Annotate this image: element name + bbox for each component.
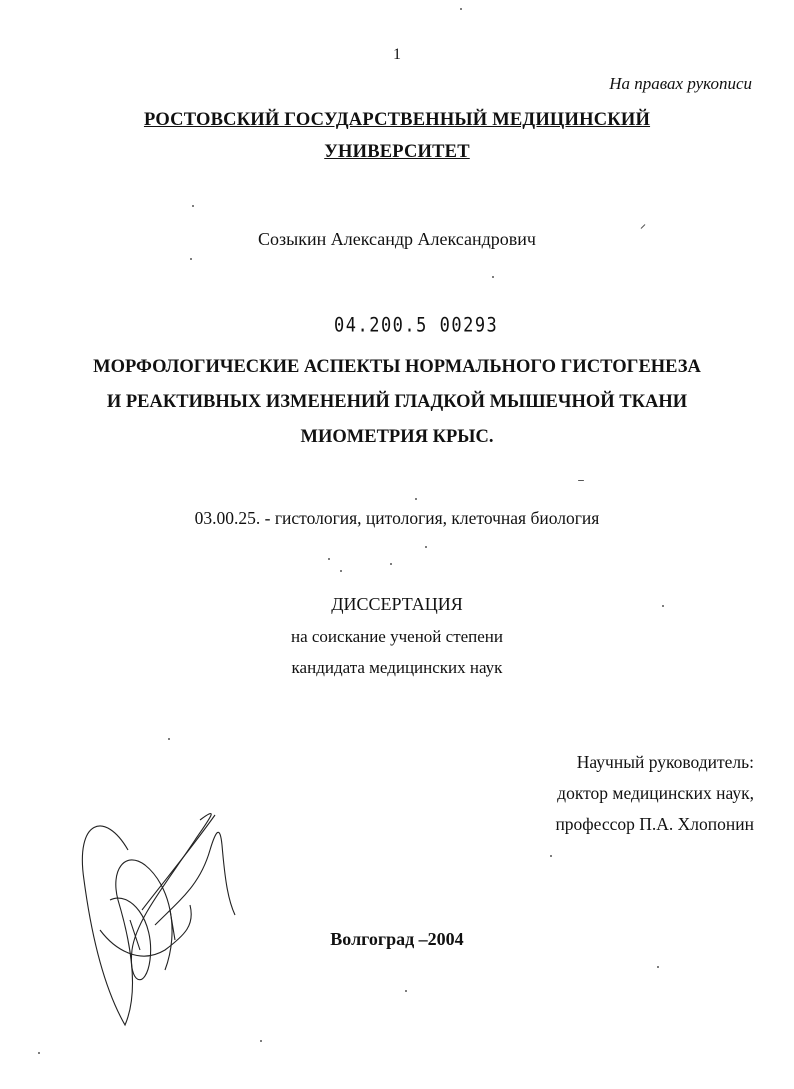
dissertation-title [0,350,794,455]
title-line-1: МОРФОЛОГИЧЕСКИЕ АСПЕКТЫ НОРМАЛЬНОГО ГИСТОГЕНЕЗА [93,357,701,377]
page-number: 1 [393,46,401,63]
supervisor-degree: доктор медицинских наук, [557,783,754,803]
manuscript-note: На правах рукописи [609,74,752,93]
scan-speck [460,8,462,10]
university-line-2: УНИВЕРСИТЕТ [324,142,470,162]
degree-line-2: кандидата медицинских наук [291,658,503,677]
registration-number: 04.200.5 00293 [334,314,499,337]
scan-speck [328,558,330,560]
city-year: Волгоград –2004 [330,929,464,949]
degree-line-1: на соискание ученой степени [290,627,504,646]
supervisor-label: Научный руководитель: [576,752,754,772]
scan-speck [492,276,494,278]
university-name [0,104,794,168]
scan-speck [340,570,342,572]
university-line-1: РОСТОВСКИЙ ГОСУДАРСТВЕННЫЙ МЕДИЦИНСКИЙ [143,110,651,130]
scan-speck [168,738,170,740]
handwritten-signature [70,790,260,1030]
scan-speck [390,563,392,565]
scan-speck [425,546,427,548]
scan-speck [38,1052,40,1054]
scan-speck [662,605,664,607]
scan-speck [192,205,194,207]
author-name: Созыкин Александр Александрович [258,229,536,249]
supervisor-name: профессор П.А. Хлопонин [555,814,754,834]
scan-speck [578,480,584,481]
title-line-2: И РЕАКТИВНЫХ ИЗМЕНЕНИЙ ГЛАДКОЙ МЫШЕЧНОЙ ТКАНИ [106,392,688,412]
title-line-3: МИОМЕТРИЯ КРЫС. [300,427,494,447]
work-type: ДИССЕРТАЦИЯ [331,594,463,614]
scan-speck [657,966,659,968]
scan-speck [550,855,552,857]
scan-speck [260,1040,262,1042]
scan-speck [405,990,407,992]
scan-speck [415,498,417,500]
specialty-code: 03.00.25. - гистология, цитология, клеточная биология [194,508,600,528]
scan-speck [190,258,192,260]
